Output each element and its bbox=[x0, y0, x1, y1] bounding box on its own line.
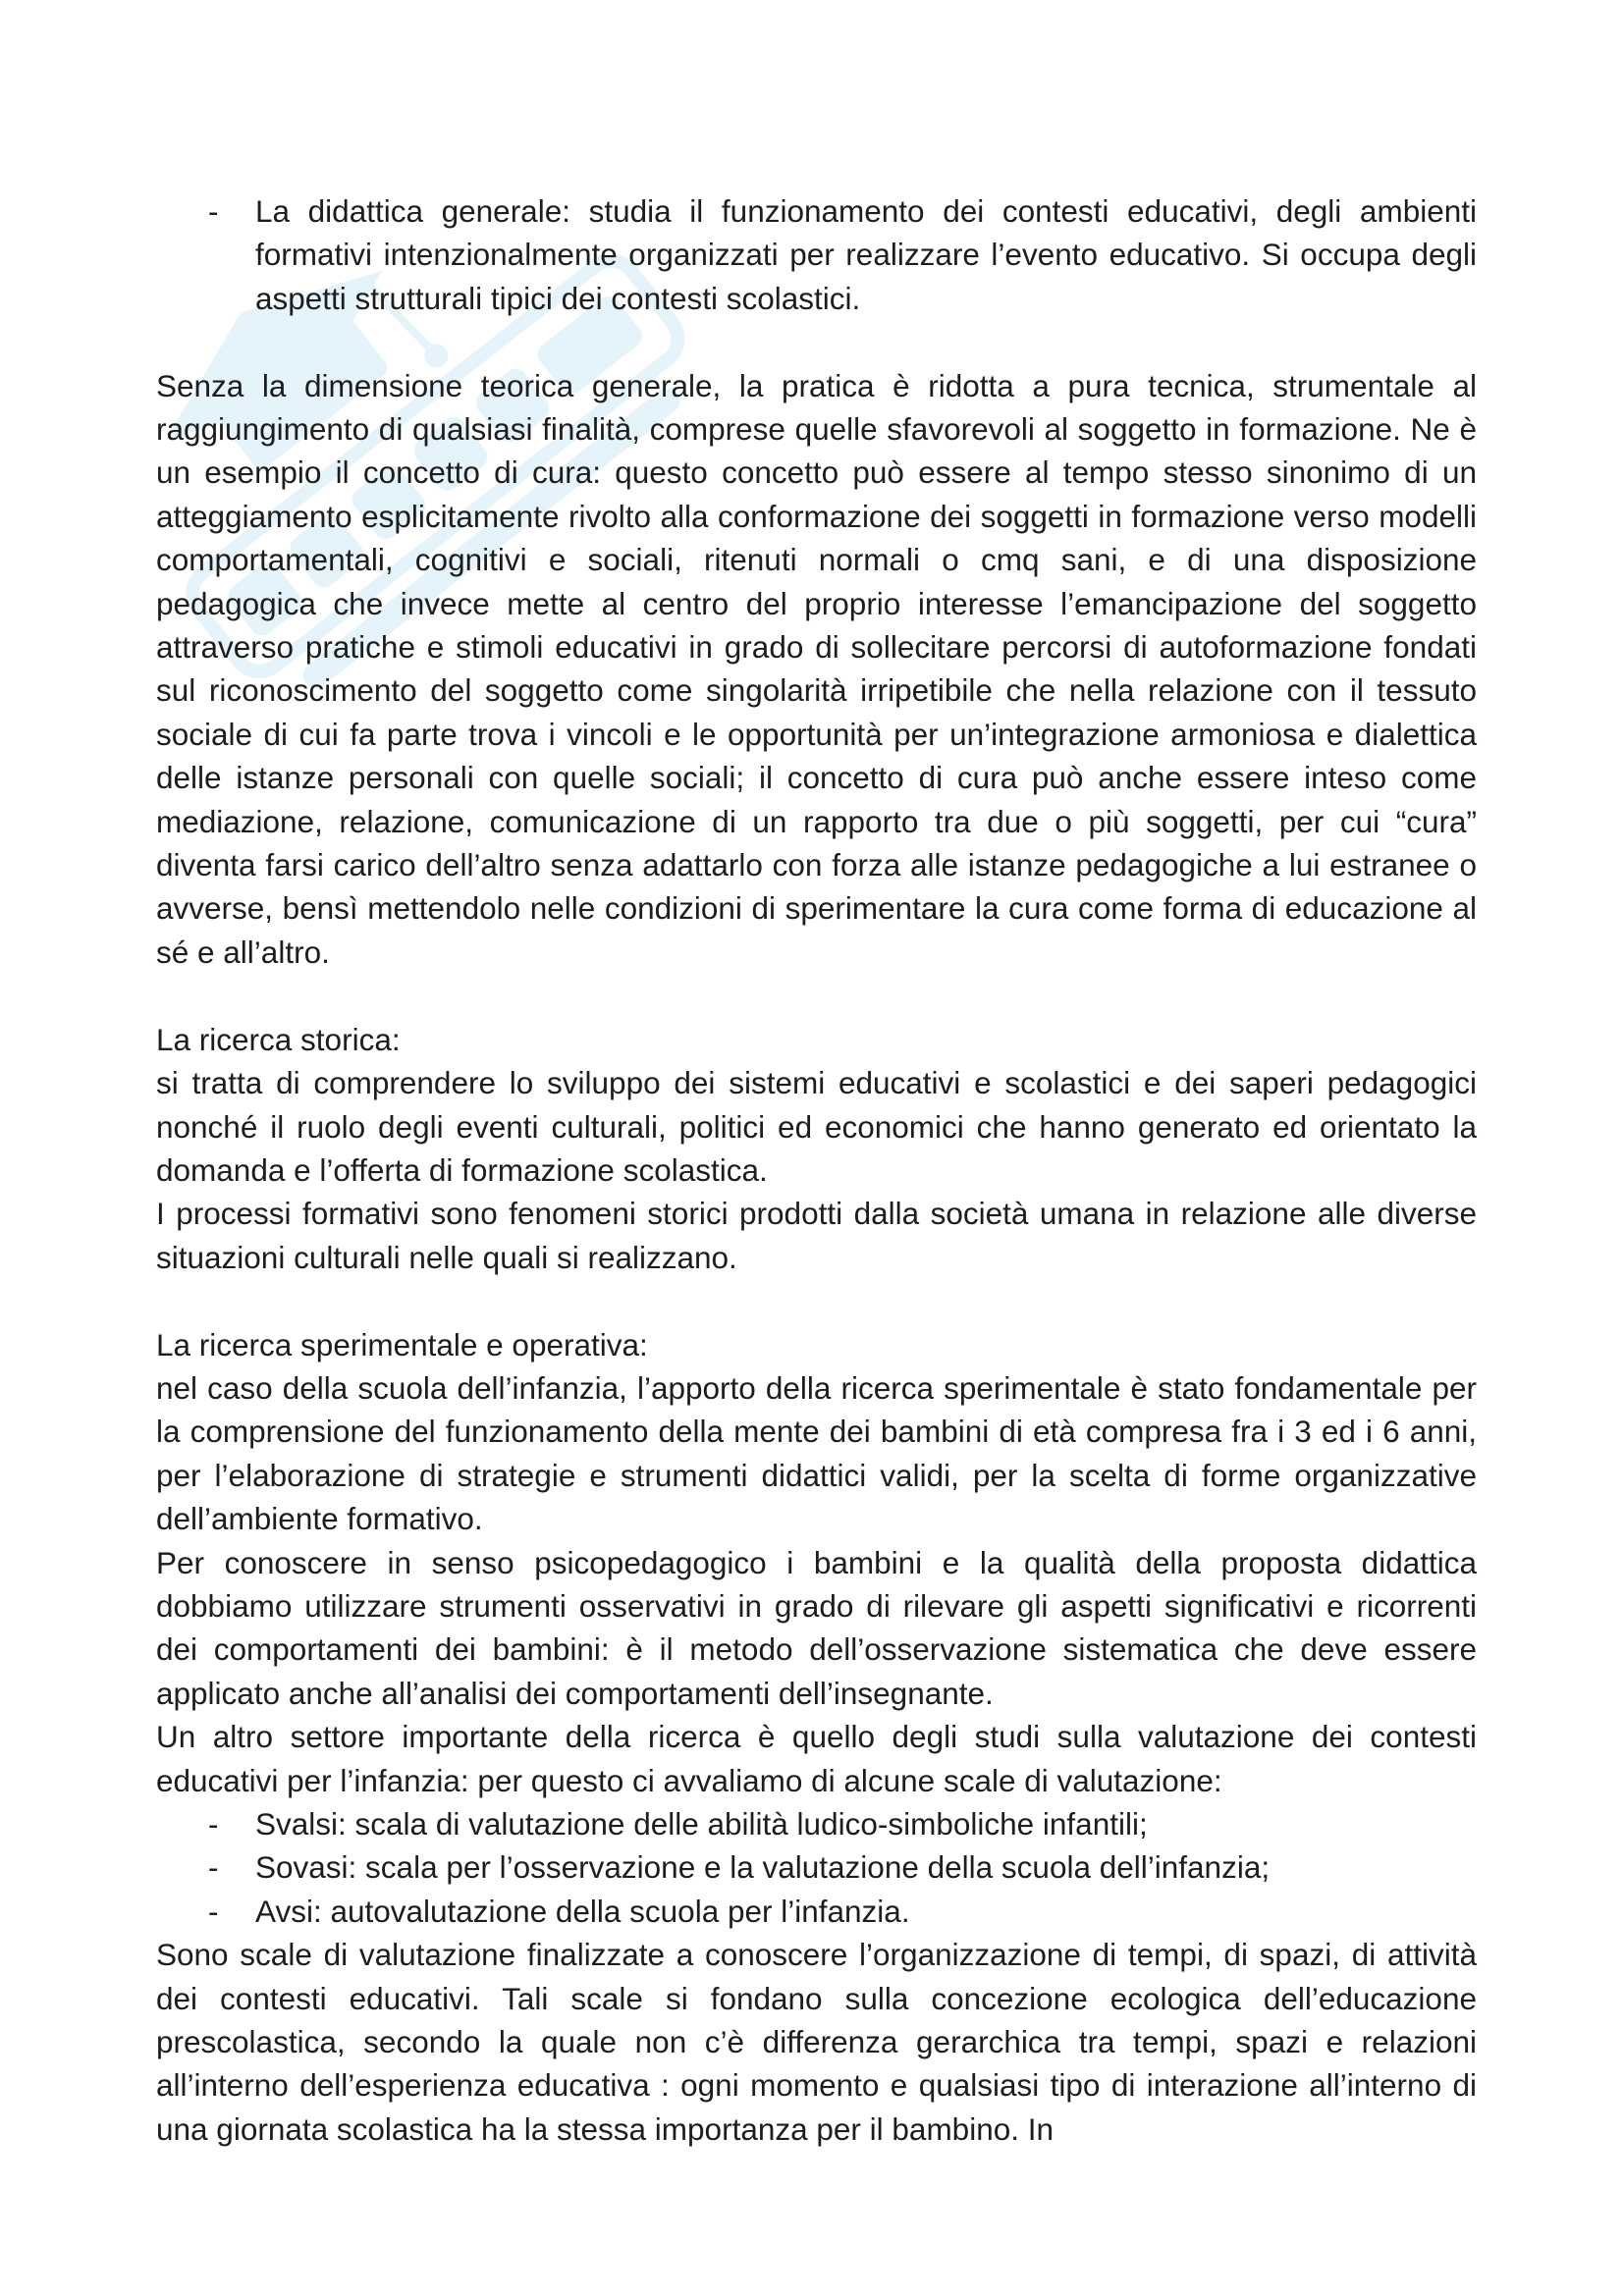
scale-ecologiche-paragraph: Sono scale di valutazione finalizzate a conoscere l’organizzazione di tempi, di spazi, di attività dei contesti educativi. Tali scale si fondano sulla concezione ecologica dell’educazione prescolastica, secondo la quale non c’è differenza gerarchica tra tempi, spazi e relazioni all’interno dell’esperienza educativa : ogni momento e qualsiasi tipo di interazione all’interno di una giornata scolastica ha la stessa importanza per il bambino. In bbox=[156, 1937, 1477, 2147]
ricerca-storica-heading: La ricerca storica: bbox=[156, 1021, 401, 1057]
cura-paragraph: Senza la dimensione teorica generale, la pratica è ridotta a pura tecnica, strumentale al raggiungimento di qualsiasi finalità, comprese quelle sfavorevoli al soggetto in formazione. Ne è un esempio il concetto di cura: questo concetto può essere al tempo stesso sinonimo di un atteggiamento esplicitamente rivolto alla conformazione dei soggetti in formazione verso modelli comportamentali, cognitivi e sociali, ritenuti normali o cmq sani, e di una disposizione pedagogica che invece mette al centro del proprio interesse l’emancipazione del soggetto attraverso pratiche e stimoli educativi in grado di sollecitare percorsi di autoformazione fondati sul riconoscimento del soggetto come singolarità irripetibile che nella relazione con il tessuto sociale di cui fa parte trova i vincoli e le opportunità per un’integrazione armoniosa e dialettica delle istanze personali con quelle sociali; il concetto di cura può anche essere inteso come mediazione, relazione, comunicazione di un rapporto tra due o più soggetti, per cui “cura” diventa farsi carico dell’altro senza adattarlo con forza alle istanze pedagogiche a lui estranee o avverse, bensì mettendolo nelle condizioni di sperimentare la cura come forma di educazione al sé e all’altro. bbox=[156, 367, 1477, 970]
sovasi-text: Sovasi: scala per l’osservazione e la valutazione della scuola dell’infanzia; bbox=[255, 1849, 1271, 1886]
list-item bbox=[156, 1845, 1477, 1889]
list-item bbox=[156, 1890, 1477, 1933]
processi-formativi-paragraph: I processi formativi sono fenomeni storici prodotti dalla società umana in relazione alle diverse situazioni culturali nelle quali si realizzano. bbox=[156, 1196, 1477, 1275]
scales-list bbox=[156, 1802, 1477, 1933]
osservazione-paragraph: Per conoscere in senso psicopedagogico i bambini e la qualità della proposta didattica dobbiamo utilizzare strumenti osservativi in grado di rilevare gli aspetti significativi e ricorrenti dei comportamenti dei bambini: è il metodo dell’osservazione sistematica che deve essere applicato anche all’analisi dei comportamenti dell’insegnante. bbox=[156, 1544, 1477, 1711]
ricerca-sperimentale-heading: La ricerca sperimentale e operativa: bbox=[156, 1326, 648, 1362]
didattica-generale-text: La didattica generale: studia il funzionamento dei contesti educativi, degli ambienti formativi intenzionalmente organizzati per realizzare l’evento educativo. Si occupa degli aspetti strutturali tipici dei contesti scolastici. bbox=[255, 193, 1477, 316]
avsi-text: Avsi: autovalutazione della scuola per l’infanzia. bbox=[255, 1893, 910, 1929]
valutazione-paragraph: Un altro settore importante della ricerca è quello degli studi sulla valutazione dei contesti educativi per l’infanzia: per questo ci avvaliamo di alcune scale di valutazione: bbox=[156, 1719, 1477, 1798]
list-item bbox=[156, 1802, 1477, 1845]
bullet-marker: - bbox=[208, 1849, 219, 1886]
bullet-marker: - bbox=[208, 193, 219, 229]
bullet-marker: - bbox=[208, 1805, 219, 1842]
document-page bbox=[156, 189, 1477, 2151]
ricerca-storica-paragraph: si tratta di comprendere lo sviluppo dei sistemi educativi e scolastici e dei saperi pedagogici nonché il ruolo degli eventi culturali, politici ed economici che hanno generato ed orientato la domanda e l’offerta di formazione scolastica. bbox=[156, 1065, 1477, 1188]
bullet-marker: - bbox=[208, 1893, 219, 1929]
scuola-infanzia-paragraph: nel caso della scuola dell’infanzia, l’apporto della ricerca sperimentale è stato fondamentale per la comprensione del funzionamento della mente dei bambini di età compresa fra i 3 ed i 6 anni, per l’elaborazione di strategie e strumenti didattici validi, per la scelta di forme organizzative dell’ambiente formativo. bbox=[156, 1369, 1477, 1537]
svalsi-text: Svalsi: scala di valutazione delle abilità ludico-simboliche infantili; bbox=[255, 1805, 1148, 1842]
intro-bullet-list bbox=[156, 189, 1477, 320]
list-item bbox=[156, 189, 1477, 320]
